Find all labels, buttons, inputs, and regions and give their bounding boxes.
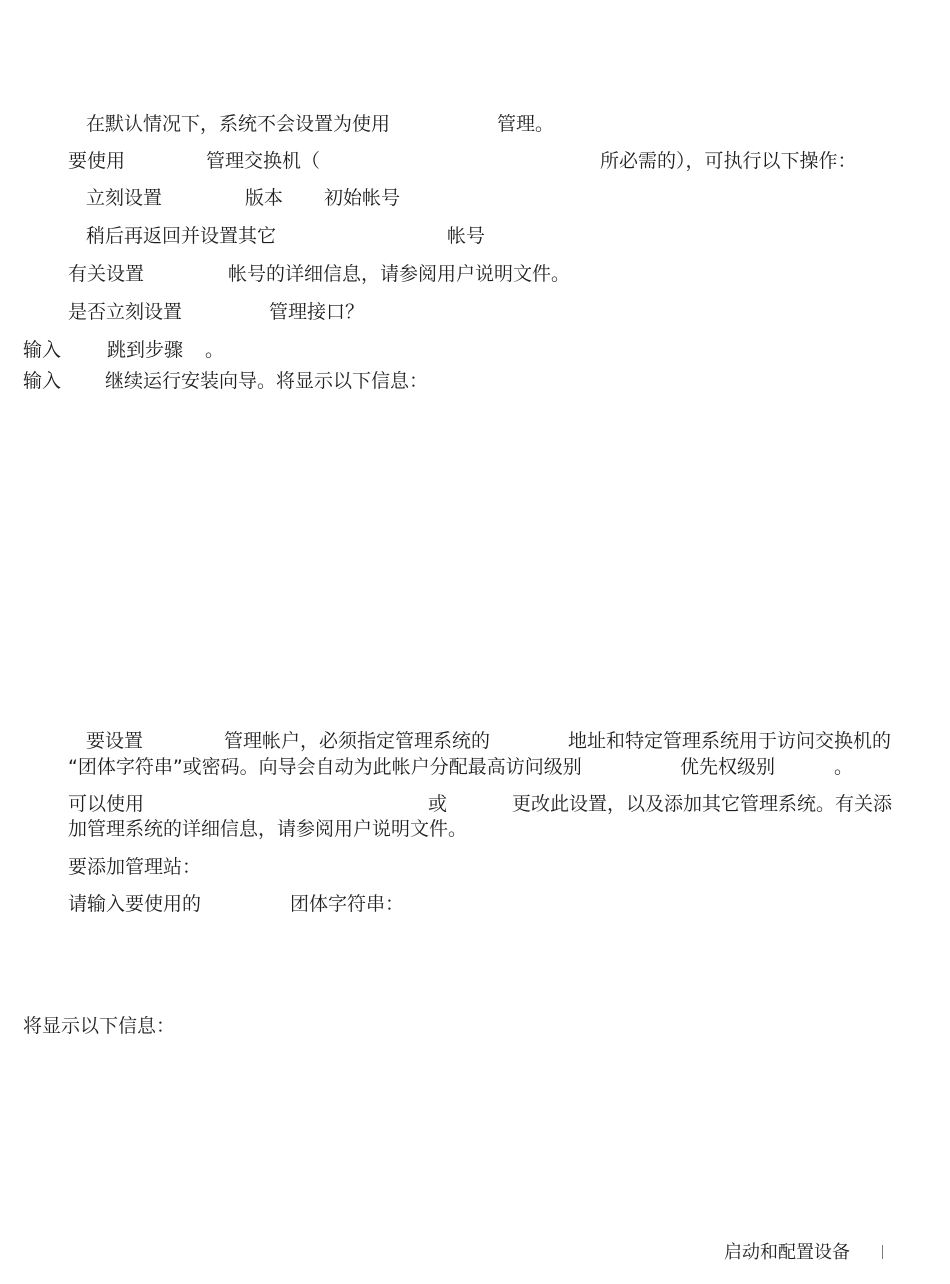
text-fragment: 或	[428, 793, 448, 815]
text-fragment: 团体字符串：	[290, 893, 405, 915]
text-fragment: 稍后再返回并设置其它	[86, 225, 277, 247]
text-fragment: 帐号的详细信息，请参阅用户说明文件。	[228, 263, 571, 285]
text-fragment: 将显示以下信息：	[23, 1015, 176, 1037]
text-fragment: 输入	[23, 339, 62, 361]
footer-divider	[882, 1245, 883, 1259]
text-fragment: 继续运行安装向导。将显示以下信息：	[105, 370, 429, 392]
text-fragment: 要使用	[68, 150, 126, 172]
text-fragment: 初始帐号	[324, 187, 401, 209]
text-fragment: 输入	[23, 370, 62, 392]
text-fragment: 优先权级别	[680, 756, 776, 778]
text-fragment: 要设置	[86, 730, 144, 752]
text-fragment: 。	[205, 339, 225, 361]
text-fragment: 要添加管理站：	[68, 856, 202, 878]
text-fragment: 跳到步骤	[107, 339, 184, 361]
text-fragment: 是否立刻设置	[68, 301, 183, 323]
text-fragment: 版本	[245, 187, 284, 209]
text-line-1	[86, 112, 390, 136]
text-fragment: 可以使用	[68, 793, 145, 815]
text-fragment: 所必需的），可执行以下操作：	[600, 150, 857, 172]
text-fragment: 管理交换机（	[206, 150, 321, 172]
footer-text: 启动和配置设备	[724, 1242, 850, 1263]
text-fragment: 在默认情况下，系统不会设置为使用	[86, 113, 391, 135]
text-fragment: 加管理系统的详细信息，请参阅用户说明文件。	[68, 818, 468, 840]
text-fragment: 管理接口？	[269, 301, 365, 323]
text-fragment: 有关设置	[68, 263, 145, 285]
text-fragment: 更改此设置，以及添加其它管理系统。有关添	[512, 793, 893, 815]
text-fragment: “团体字符串”或密码。向导会自动为此帐户分配最高访问级别	[68, 756, 582, 778]
text-fragment: 管理。	[497, 113, 555, 135]
text-fragment: 立刻设置	[86, 187, 163, 209]
text-fragment: 帐号	[447, 225, 486, 247]
text-fragment: 。	[834, 756, 854, 778]
text-fragment: 管理帐户，必须指定管理系统的	[224, 730, 491, 752]
text-fragment: 地址和特定管理系统用于访问交换机的	[568, 730, 892, 752]
text-fragment: 请输入要使用的	[68, 893, 202, 915]
